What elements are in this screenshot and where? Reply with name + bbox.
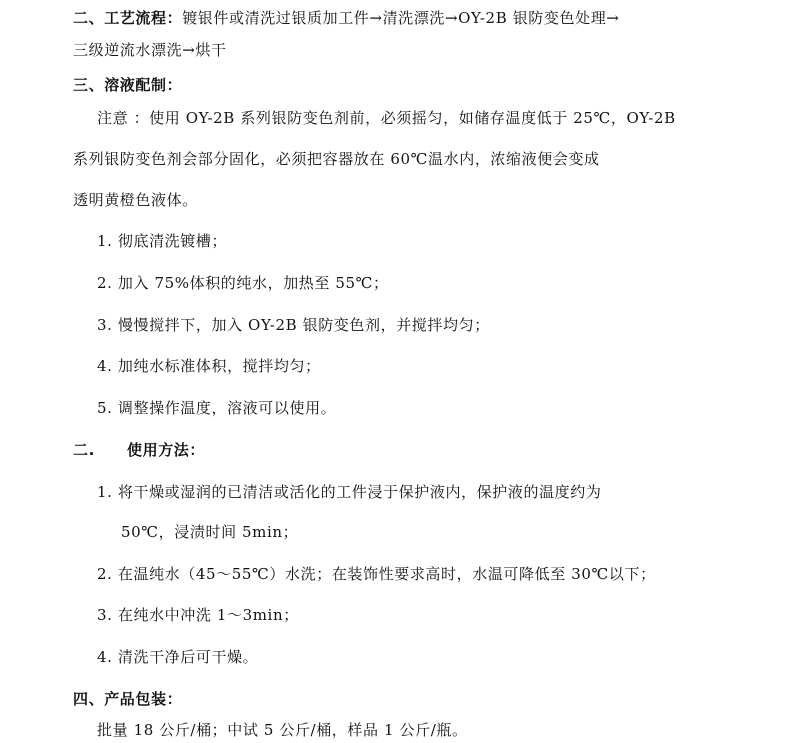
solution-note-line-2: 系列银防变色剂会部分固化，必须把容器放在 60℃温水内，浓缩液便会变成 (73, 150, 600, 168)
usage-heading-num: 二. (73, 441, 95, 459)
usage-step-4: 4. 清洗干净后可干燥。 (97, 648, 259, 666)
solution-note-line-1: 注意 ：使用 OY-2B 系列银防变色剂前，必须摇匀，如储存温度低于 25℃，OY-2B (97, 109, 676, 127)
solution-note-line-3: 透明黄橙色液体。 (73, 191, 198, 209)
solution-step-4: 4. 加纯水标准体积，搅拌均匀； (97, 357, 321, 375)
solution-step-5: 5. 调整操作温度，溶液可以使用。 (97, 399, 337, 417)
packaging-heading: 四、产品包装： (73, 690, 183, 708)
usage-step-3: 3. 在纯水中冲洗 1～3min； (97, 606, 299, 624)
usage-heading: 使用方法： (127, 441, 206, 459)
solution-step-3: 3. 慢慢搅拌下，加入 OY-2B 银防变色剂，并搅拌均匀； (97, 316, 490, 334)
solution-heading: 三、溶液配制： (73, 76, 183, 94)
process-heading: 二、工艺流程： (73, 9, 183, 27)
solution-step-1: 1. 彻底清洗镀槽； (97, 232, 228, 250)
process-text: 镀银件或清洗过银质加工件→清洗漂洗→OY-2B 银防变色处理→ (182, 9, 620, 27)
usage-step-2: 2. 在温纯水（45～55℃）水洗；在装饰性要求高时，水温可降低至 30℃以下； (97, 565, 656, 583)
process-line-2: 三级逆流水漂洗→烘干 (73, 41, 227, 59)
packaging-text: 批量 18 公斤/桶；中试 5 公斤/桶，样品 1 公斤/瓶。 (97, 721, 468, 739)
usage-step-1-line-2: 50℃，浸渍时间 5min； (121, 523, 299, 541)
usage-step-1-line-1: 1. 将干燥或湿润的已清洁或活化的工件浸于保护液内，保护液的温度约为 (97, 483, 602, 501)
process-line-1 (73, 8, 619, 28)
solution-step-2: 2. 加入 75%体积的纯水，加热至 55℃； (97, 274, 389, 292)
